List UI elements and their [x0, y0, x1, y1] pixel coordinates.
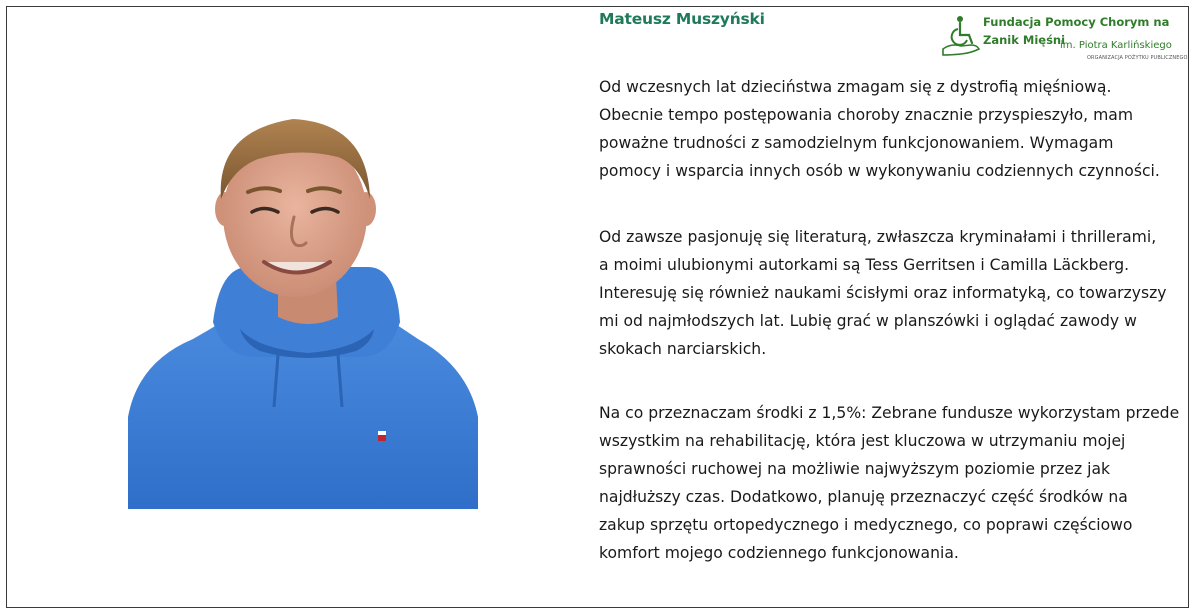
- paragraph-diagnosis: [599, 73, 1189, 185]
- text-line: sprawności ruchowej na możliwie najwyższym poziomie przez jak: [599, 460, 1111, 478]
- paragraph-funds-use: [599, 399, 1189, 567]
- portrait-photo: [128, 117, 478, 509]
- text-line: Od zawsze pasjonuję się literaturą, zwłaszcza kryminałami i thrillerami,: [599, 228, 1157, 246]
- logo-line-3: ORGANIZACJA POŻYTKU PUBLICZNEGO: [1087, 55, 1188, 61]
- text-line: a moimi ulubionymi autorkami są Tess Gerritsen i Camilla Läckberg.: [599, 256, 1130, 274]
- text-line: pomocy i wsparcia innych osób w wykonywaniu codziennych czynności.: [599, 162, 1160, 180]
- text-line: zakup sprzętu ortopedycznego i medycznego, co poprawi częściowo: [599, 516, 1133, 534]
- text-line: komfort mojego codziennego funkcjonowania.: [599, 544, 959, 562]
- text-line: Od wczesnych lat dzieciństwa zmagam się z dystrofią mięśniową.: [599, 78, 1112, 96]
- text-line: najdłuższy czas. Dodatkowo, planuję przeznaczyć część środków na: [599, 488, 1128, 506]
- text-line: Na co przeznaczam środki z 1,5%: Zebrane fundusze wykorzystam przede: [599, 404, 1180, 422]
- text-line: wszystkim na rehabilitację, która jest kluczowa w utrzymaniu mojej: [599, 432, 1126, 450]
- text-line: Obecnie tempo postępowania choroby znacznie przyspieszyło, mam: [599, 106, 1134, 124]
- text-line: skokach narciarskich.: [599, 340, 767, 358]
- logo-line-2: Zanik Mięśni: [983, 33, 1066, 47]
- logo-line-2-suffix: im. Piotra Karlińskiego: [1060, 40, 1172, 51]
- person-name: Mateusz Muszyński: [599, 10, 765, 28]
- wheelchair-hand-icon: [941, 15, 981, 59]
- logo-line-1: Fundacja Pomocy Chorym na: [983, 15, 1170, 29]
- text-line: poważne trudności z samodzielnym funkcjonowaniem. Wymagam: [599, 134, 1114, 152]
- text-line: Interesuję się również naukami ścisłymi oraz informatyką, co towarzyszy: [599, 284, 1167, 302]
- paragraph-interests: [599, 223, 1189, 363]
- foundation-logo: [941, 13, 1188, 65]
- text-line: mi od najmłodszych lat. Lubię grać w planszówki i oglądać zawody w: [599, 312, 1137, 330]
